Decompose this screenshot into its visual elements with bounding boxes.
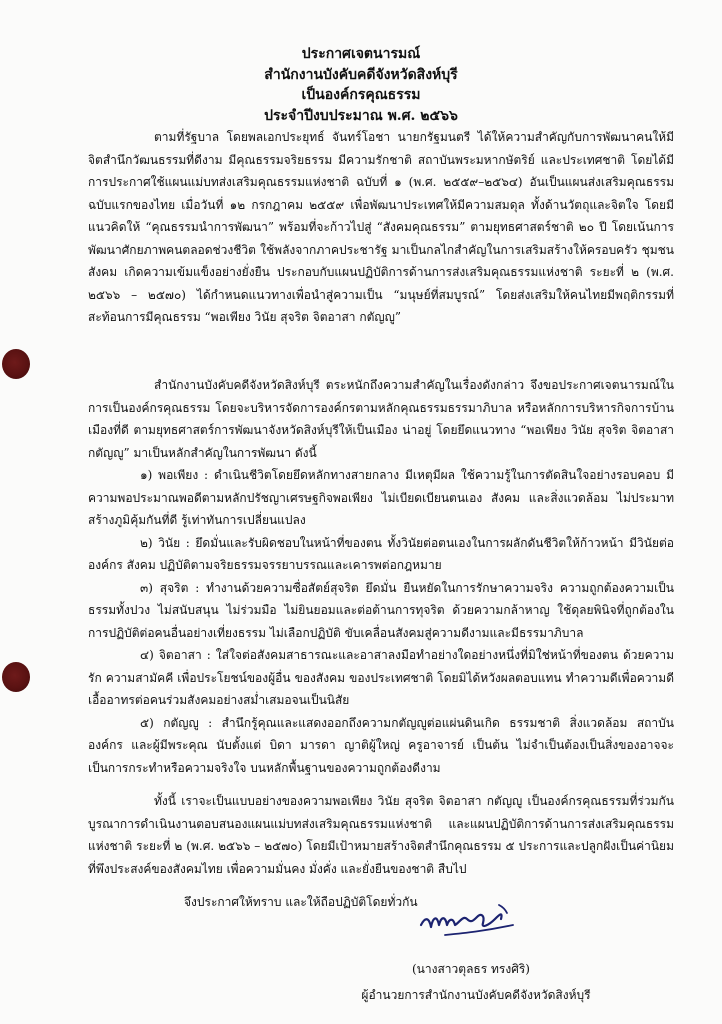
document-header <box>0 44 722 126</box>
header-fiscal-year: ประจำปีงบประมาณ พ.ศ. ๒๕๖๖ <box>264 107 458 124</box>
list-item-discipline: ๒) วินัย : ยึดมั่นและรับผิดชอบในหน้าที่ของตน ทั้งวินัยต่อตนเองในการผลักดันชีวิตให้ก้าวหน้า มีวินัยต่อองค์กร สังคม ปฏิบัติตามจริยธรรมจรรยาบรรณและเคารพต่อกฎหมาย <box>88 535 674 572</box>
handwritten-signature <box>415 895 525 945</box>
list-item-honesty: ๓) สุจริต : ทำงานด้วยความซื่อสัตย์สุจริต ยึดมั่น ยืนหยัดในการรักษาความจริง ความถูกต้องความเป็นธรรมทั้งปวง ไม่สนับสนุน ไม่ร่วมมือ ไม่ยินยอมและต่อต้านการทุจริต ด้วยความกล้าหาญ ใช้ดุลยพินิจที่ถูกต้องในการปฏิบัติต่อคนอื่นอย่างเที่ยงธรรม ไม่เลือกปฏิบัติ ขับเคลื่อนสังคมสู่ความดีงามและมีธรรมาภิบาล <box>88 580 674 640</box>
signer-title: ผู้อำนวยการสำนักงานบังคับคดีจังหวัดสิงห์บุรี <box>361 988 591 1002</box>
paragraph-text: สำนักงานบังคับคดีจังหวัดสิงห์บุรี ตระหนักถึงความสำคัญในเรื่องดังกล่าว จึงขอประกาศเจตนารมณ์ในการเป็นองค์กรคุณธรรม โดยจะบริหารจัดการองค์กรตามหลักคุณธรรมธรรมาภิบาล หรือหลักการบริหารกิจการบ้านเมืองที่ดี ตามยุทธศาสตร์การพัฒนาจังหวัดสิงห์บุรีให้เป็นเมือง น่าอยู่ โดยยึดแนวทาง “พอเพียง วินัย สุจริต จิตอาสา กตัญญู” มาเป็นหลักสำคัญในการพัฒนา ดังนี้ <box>88 378 674 460</box>
list-item-sufficiency: ๑) พอเพียง : ดำเนินชีวิตโดยยึดหลักทางสายกลาง มีเหตุมีผล ใช้ความรู้ในการตัดสินใจอย่างรอบคอบ มีความพอประมาณพอดีตามหลักปรัชญาเศรษฐกิจพอเพียง ไม่เบียดเบียนตนเอง สังคม และสิ่งแวดล้อม ไม่ประมาท สร้างภูมิคุ้มกันที่ดี รู้เท่าทันการเปลี่ยนแปลง <box>88 468 674 527</box>
punch-hole-top <box>2 349 30 379</box>
paragraph-text: ตามที่รัฐบาล โดยพลเอกประยุทธ์ จันทร์โอชา นายกรัฐมนตรี ได้ให้ความสำคัญกับการพัฒนาคนให้มีจิตสำนึกวัฒนธรรมที่ดีงาม มีคุณธรรมจริยธรรม มีความรักชาติ สถาบันพระมหากษัตริย์ และประเทศชาติ โดยได้มีการประกาศใช้แผนแม่บทส่งเสริมคุณธรรมแห่งชาติ ฉบับที่ ๑ (พ.ศ. ๒๕๕๙–๒๕๖๔) อันเป็นแผนส่งเสริมคุณธรรม ฉบับแรกของไทย เมื่อวันที่ ๑๒ กรกฎาคม ๒๕๕๙ เพื่อพัฒนาประเทศให้มีความสมดุล ทั้งด้านวัตถุและจิตใจ โดยมีแนวคิดให้ “คุณธรรมนำการพัฒนา” พร้อมที่จะก้าวไปสู่ “สังคมคุณธรรม” ตามยุทธศาสตร์ชาติ ๒๐ ปี โดยเน้นการพัฒนาศักยภาพคนตลอดช่วงชีวิต ใช้พลังจากภาคประชารัฐ มาเป็นกลไกสำคัญในการเสริมสร้างให้ครอบครัว ชุมชน สังคม เกิดความเข้มแข็งอย่างยั่งยืน ประกอบกับแผนปฏิบัติการด้านการส่งเสริมคุณธรรมแห่งชาติ ระยะที่ ๒ (พ.ศ. ๒๕๖๖ – ๒๕๗๐) ได้กำหนดแนวทางเพื่อนำสู่ความเป็น “มนุษย์ที่สมบูรณ์” โดยส่งเสริมให้คนไทยมีพฤติกรรมที่สะท้อนการมีคุณธรรม “พอเพียง วินัย สุจริต จิตอาสา กตัญญู” <box>88 130 674 324</box>
list-item-gratitude: ๕) กตัญญู : สำนึกรู้คุณและแสดงออกถึงความกตัญญูต่อแผ่นดินเกิด ธรรมชาติ สิ่งแวดล้อม สถาบันองค์กร และผู้มีพระคุณ นับตั้งแต่ บิดา มารดา ญาติผู้ใหญ่ ครูอาจารย์ เป็นต้น ไม่จำเป็นต้องเป็นสิ่งของอาจจะเป็นการกระทำหรือความจริงใจ บนหลักพื้นฐานของความถูกต้องดีงาม <box>88 715 674 775</box>
paragraph-intro <box>88 126 674 329</box>
list-item-volunteer: ๔) จิตอาสา : ใส่ใจต่อสังคมสาธารณะและอาสาลงมือทำอย่างใดอย่างหนึ่งที่มิใช่หน้าที่ของตน ด้วยความรัก ความสามัคคี เพื่อประโยชน์ของผู้อื่น ของสังคม ของประเทศชาติ โดยมิได้หวังผลตอบแทน ทำความดีเพื่อความดี เอื้ออาทรต่อคนร่วมสังคมอย่างสม่ำเสมอจนเป็นนิสัย <box>88 648 674 707</box>
header-title: ประกาศเจตนารมณ์ <box>301 46 421 62</box>
paragraph-text: ทั้งนี้ เราจะเป็นแบบอย่างของความพอเพียง วินัย สุจริต จิตอาสา กตัญญู เป็นองค์กรคุณธรรมที่ร่วมกันบูรณาการดำเนินงานตอบสนองแผนแม่บทส่งเสริมคุณธรรมแห่งชาติ และแผนปฏิบัติการด้านการส่งเสริมคุณธรรมแห่งชาติ ระยะที่ ๒ (พ.ศ. ๒๕๖๖ – ๒๕๗๐) โดยมีเป้าหมายสร้างจิตสำนึกคุณธรรม ๕ ประการและปลูกฝังเป็นค่านิยมที่พึงประสงค์ของสังคมไทย เพื่อความมั่นคง มั่งคั่ง และยั่งยืนของชาติ สืบไป <box>88 794 674 876</box>
virtue-list <box>88 464 674 779</box>
header-organization: สำนักงานบังคับคดีจังหวัดสิงห์บุรี <box>264 66 458 83</box>
closing-statement: จึงประกาศให้ทราบ และให้ถือปฏิบัติโดยทั่วกัน <box>184 895 418 909</box>
paragraph-conclusion <box>88 790 674 880</box>
header-subtitle: เป็นองค์กรคุณธรรม <box>301 87 421 103</box>
signer-name: (นางสาวตุลธร ทรงศิริ) <box>412 962 530 976</box>
punch-hole-bottom <box>2 662 30 692</box>
paragraph-declaration <box>88 374 674 464</box>
